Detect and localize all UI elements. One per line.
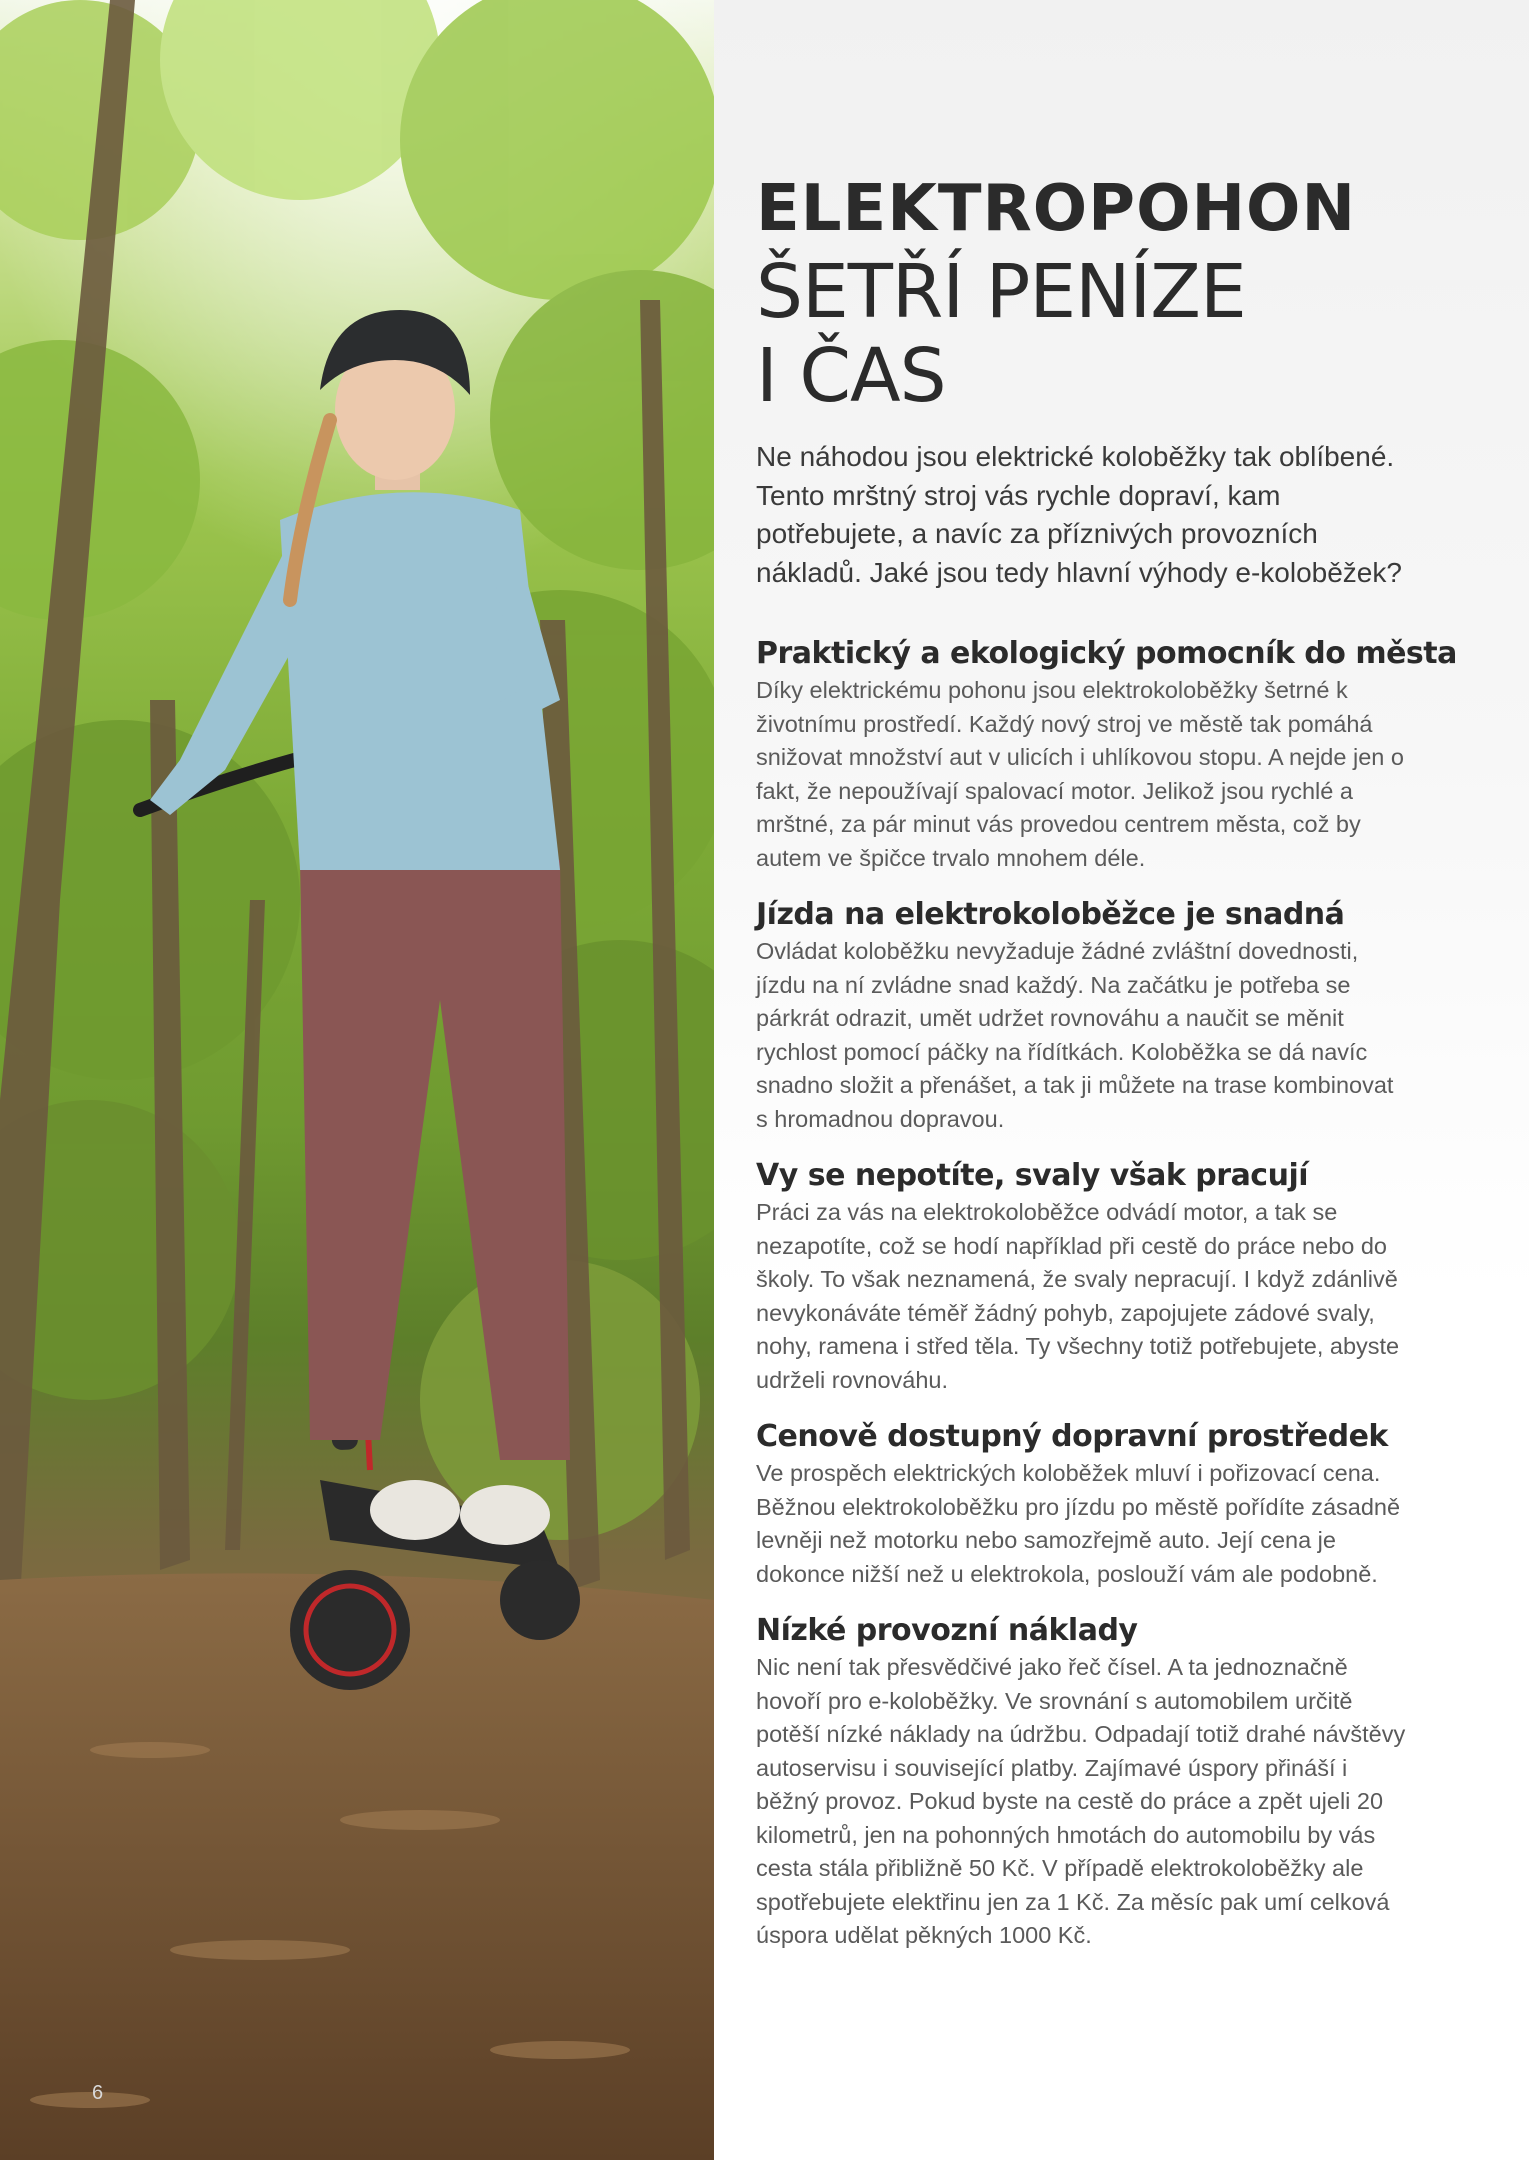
section-title: Praktický a ekologický pomocník do města [756, 636, 1457, 671]
section-title: Vy se nepotíte, svaly však pracují [756, 1158, 1309, 1193]
section-easy-ride [756, 895, 1406, 1136]
headline-bold: ELEKTROPOHON [756, 172, 1356, 246]
section-running-costs [756, 1611, 1406, 1953]
article-panel [714, 0, 1529, 2160]
article-column [756, 168, 1457, 1953]
section-affordable [756, 1417, 1406, 1591]
hero-photo [0, 0, 714, 2160]
section-eco-helper [756, 634, 1457, 875]
forest-scooter-illustration [0, 0, 714, 2160]
headline-line-2: I ČAS [756, 333, 946, 419]
headline-line-1: ŠETŘÍ PENÍZE [756, 249, 1246, 335]
section-title: Nízké provozní náklady [756, 1613, 1138, 1648]
section-body: Díky elektrickému pohonu jsou elektrokoloběžky šetrné k životnímu prostředí. Každý nový stroj ve městě tak pomáhá snižovat množství aut v ulicích i uhlíkovou stopu. A nejde jen o fakt, že nepoužívají spalovací motor. Jelikož jsou rychlé a mrštné, za pár minut vás provedou centrem města, což by autem ve špičce trvalo mnohem déle. [756, 677, 1404, 871]
section-body: Ve prospěch elektrických koloběžek mluví i pořizovací cena. Běžnou elektrokoloběžku pro jízdu po městě pořídíte zásadně levněji než motorku nebo samozřejmě auto. Její cena je dokonce nižší než u elektrokola, poslouží vám ale podobně. [756, 1460, 1401, 1587]
section-muscles [756, 1156, 1406, 1397]
section-title: Cenově dostupný dopravní prostředek [756, 1419, 1388, 1454]
page-number: 6 [92, 2082, 104, 2104]
intro-paragraph: Ne náhodou jsou elektrické koloběžky tak oblíbené. Tento mrštný stroj vás rychle dopraví, kam potřebujete, a navíc za příznivých provozních nákladů. Jaké jsou tedy hlavní výhody e-koloběžek? [756, 441, 1402, 588]
section-title: Jízda na elektrokoloběžce je snadná [756, 897, 1345, 932]
section-body: Práci za vás na elektrokoloběžce odvádí motor, a tak se nezapotíte, což se hodí například při cestě do práce nebo do školy. To však neznamená, že svaly nepracují. I když zdánlivě nevykonáváte téměř žádný pohyb, zapojujete zádové svaly, nohy, ramena i střed těla. Ty všechny totiž potřebujete, abyste udrželi rovnováhu. [756, 1199, 1400, 1393]
section-body: Ovládat koloběžku nevyžaduje žádné zvláštní dovednosti, jízdu na ní zvládne snad každý. Na začátku je potřeba se párkrát odrazit, umět udržet rovnováhu a naučit se měnit rychlost pomocí páčky na řídítkách. Koloběžka se dá navíc snadno složit a přenášet, a tak ji můžete na trase kombinovat s hromadnou dopravou. [756, 938, 1394, 1132]
section-body: Nic není tak přesvědčivé jako řeč čísel. A ta jednoznačně hovoří pro e-koloběžky. Ve srovnání s automobilem určitě potěší nízké náklady na údržbu. Odpadají totiž drahé návštěvy autoservisu i související platby. Zajímavé úspory přináší i běžný provoz. Pokud byste na cestě do práce a zpět ujeli 20 kilometrů, jen na pohonných hmotách do automobilu by vás cesta stála přibližně 50 Kč. V případě elektrokoloběžky ale spotřebujete elektřinu jen za 1 Kč. Za měsíc pak umí celková úspora udělat pěkných 1000 Kč. [756, 1654, 1406, 1948]
